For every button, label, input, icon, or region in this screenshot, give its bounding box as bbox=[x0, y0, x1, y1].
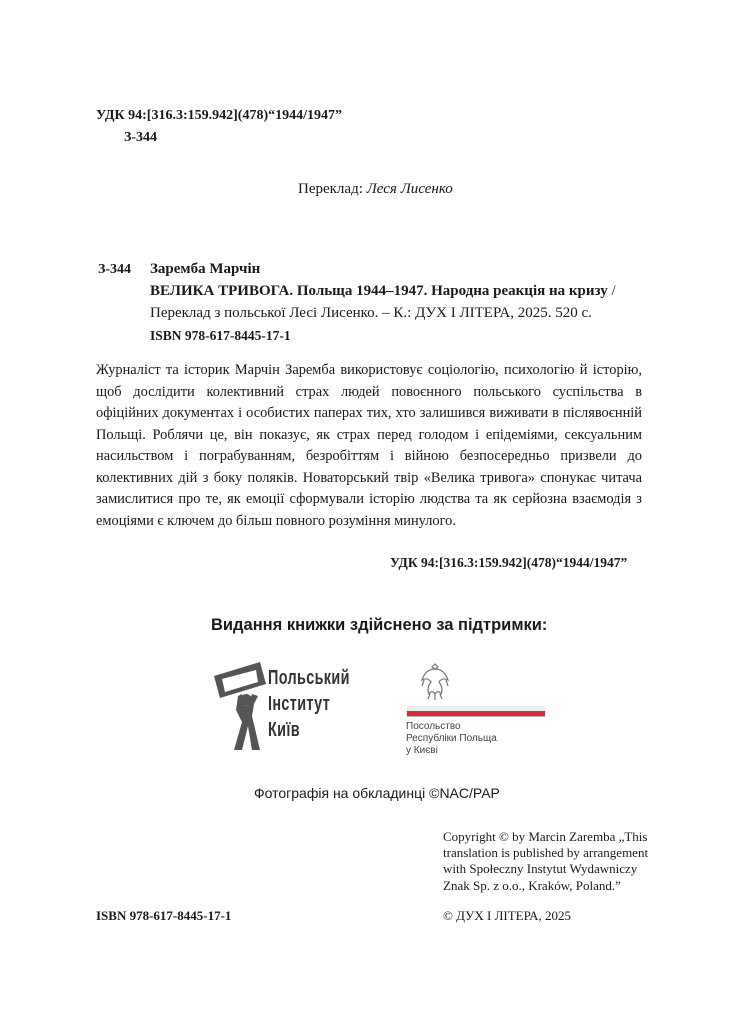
udk-code-top: УДК 94:[316.3:159.942](478)“1944/1947” bbox=[96, 108, 343, 123]
catalog-title-rest: / bbox=[607, 283, 616, 299]
translator-line bbox=[298, 181, 453, 198]
embassy-name-line2: Республіки Польща bbox=[406, 733, 497, 744]
catalog-isbn: ISBN 978-617-8445-17-1 bbox=[150, 328, 291, 343]
photo-credit: Фотографія на обкладинці ©NAC/PAP bbox=[254, 785, 500, 801]
flag-divider bbox=[407, 716, 545, 717]
embassy-name-line3: у Києві bbox=[406, 745, 438, 756]
institute-name-line3: Київ bbox=[268, 719, 300, 741]
catalog-author: Заремба Марчін bbox=[150, 261, 261, 277]
catalog-code: З-344 bbox=[98, 262, 132, 277]
publisher-copyright: © ДУХ І ЛІТЕРА, 2025 bbox=[443, 908, 572, 923]
support-heading: Видання книжки здійснено за підтримки: bbox=[211, 616, 548, 634]
catalog-translation-line: Переклад з польської Лесі Лисенко. – К.: ДУХ І ЛІТЕРА, 2025. 520 с. bbox=[150, 305, 592, 321]
isbn-bottom: ISBN 978-617-8445-17-1 bbox=[96, 908, 232, 923]
institute-name-line2: Інститут bbox=[268, 693, 331, 715]
translator-label: Переклад: bbox=[298, 181, 367, 197]
annotation-paragraph: Журналіст та історик Марчін Заремба використовує соціологію, психологію й історію, щоб дослідити колективний страх людей повоєнного польського суспільства в офіційних документах і особистих паперах тих, хто залишився виживати в післявоєнній Польщі. Роблячи це, він показує, як страх перед голодом і епідеміями, сексуальним насильством і пограбуванням, безробіттям і війною безпосередньо призвели до колективних дій з боку поляків. Новаторський твір «Велика тривога» спонукає читача замислитися про те, як емоції сформували історію людства та як серйозна взаємодія з емоціями є ключем до більш повного розуміння минулого. bbox=[96, 362, 642, 529]
author-code-top: З-344 bbox=[124, 130, 158, 145]
catalog-title-main: ВЕЛИКА ТРИВОГА. Польща 1944–1947. Народна реакція на кризу bbox=[150, 283, 608, 299]
polish-eagle-icon bbox=[418, 660, 452, 702]
catalog-title bbox=[150, 283, 616, 300]
udk-code-bottom: УДК 94:[316.3:159.942](478)“1944/1947” bbox=[390, 555, 628, 570]
institute-name-line1: Польський bbox=[268, 667, 350, 689]
copyright-notice: Copyright © by Marcin Zaremba „This translation is published by arrangement with Społeczny Instytut Wydawniczy Znak Sp. z o.o., Kraków, Poland.” bbox=[443, 829, 649, 893]
translator-name: Леся Лисенко bbox=[366, 181, 453, 197]
embassy-name-line1: Посольство bbox=[406, 721, 461, 732]
